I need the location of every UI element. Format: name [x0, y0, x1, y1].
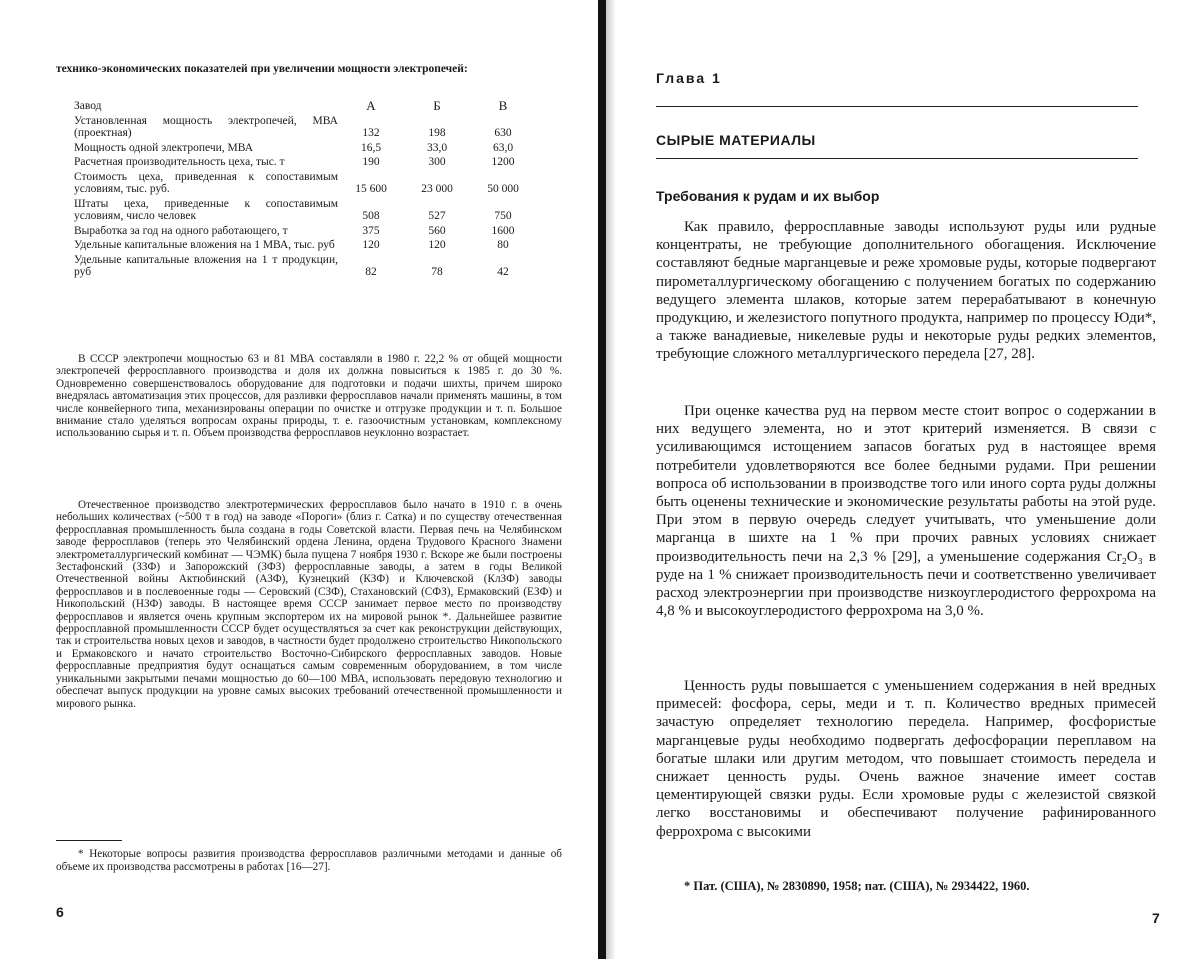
table-row-label: Удельные капитальные вложения на 1 МВА, тыс. руб: [74, 239, 335, 251]
table-row: [74, 142, 554, 155]
table-cell: 630: [494, 127, 512, 139]
plant-indicators-table: [74, 100, 554, 281]
table-row: [74, 239, 554, 252]
table-row: [74, 115, 554, 140]
table-cell: 15 600: [355, 183, 387, 195]
paragraph-text: В СССР электропечи мощностью 63 и 81 МВА составляли в 1980 г. 22,2 % от общей мощности электропечей ферросплавного производства и доля их должна повыситься к 1985 г. до 30 %. Одновременно совершенствовалось оборудование для подготовки и подачи шихты, причем широко внедрялась автоматизация этих процессов, для разливки ферросплавов начали применять машины, в том числе конвейерного типа, механизированы операции по очистке и отгрузке продукции и т. п. Большое внимание стало уделяться вопросам охраны природы, т. е. газоочистным установкам, комплексному использованию сырья и т. п. Объем производства ферросплавов неуклонно возрастает.: [56, 353, 562, 440]
table-header-cell: А: [366, 98, 376, 113]
header-divider: [656, 158, 1138, 159]
table-header-cell: Б: [433, 98, 441, 113]
table-cell: 560: [428, 224, 446, 237]
table-row: [74, 225, 554, 238]
table-cell: 120: [428, 239, 446, 251]
paragraph-text: Ценность руды повышается с уменьшением содержания в ней вредных примесей: фосфора, серы, меди и т. п. Количество вредных примесей зачастую определяет технологию передела. Например, фосфористые марганцевые руды необходимо подвергать дефосфорации переплавом на богатые шлаки или другим методом, что повышает стоимость передела и снижает ценность руды. Очень важное значение имеет состав цементирующей связки руды. Если хромовые руды с железистой связкой легко восстановимы и обеспечивают получение рафинированного феррохрома с высокими: [656, 678, 1156, 840]
table-cell: 508: [362, 210, 380, 222]
table-cell: 750: [494, 210, 512, 222]
table-row-label: Выработка за год на одного работающего, т: [74, 224, 288, 237]
footnote: [56, 848, 562, 873]
table-cell: 120: [362, 239, 380, 251]
page-number: 6: [56, 904, 64, 920]
table-cell: 33,0: [426, 141, 448, 154]
chapter-title: Глава 1: [656, 70, 722, 86]
section-title: СЫРЫЕ МАТЕРИАЛЫ: [656, 132, 816, 148]
table-cell: 527: [428, 210, 446, 222]
table-cell: 80: [497, 239, 509, 251]
table-row-label: Удельные капитальные вложения на 1 т продукции, руб: [74, 253, 338, 278]
table-intro: технико-экономических показателей при увеличении мощности электропечей:: [56, 63, 468, 75]
table-header-row: [74, 100, 554, 113]
table-cell: 23 000: [421, 183, 453, 195]
page-number: 7: [1152, 910, 1160, 926]
table-row: [74, 171, 554, 196]
table-cell: 42: [497, 266, 509, 278]
table-cell: 1200: [491, 156, 515, 168]
paragraph: [656, 402, 1156, 620]
table-cell: 82: [365, 266, 377, 278]
right-page: [604, 0, 1200, 959]
paragraph-text: При оценке качества руд на первом месте стоит вопрос о содержании в них ведущего элемента, но и этот критерий изменяется. В связи с усиливающимся истощением запасов богатых руд в настоящее время потребители удовлетворяются все более бедными рудами. При решении вопроса об использовании в производстве того или иного сорта руды должны быть оценены технические и экономические результаты работы на этой руде. При этом в первую очередь следует учитывать, что уменьшение доли марганца в шихте на 1 % при прочих равных условиях снижает производительность печи на 2,3 % [29], а уменьшение содержания Cr₂O₃ в руде на 1 % снижает производительность печи и соответственно увеличивает расход электроэнергии при производстве низкоуглеродистого феррохрома на 4,8 % и высокоуглеродистого феррохрома на 3,0 %.: [656, 403, 1156, 620]
table-cell: 16,5: [360, 141, 382, 154]
table-row: [74, 198, 554, 223]
table-row-label: Стоимость цеха, приведенная к сопоставимым условиям, тыс. руб.: [74, 170, 338, 195]
paragraph: [56, 499, 562, 710]
table-cell: 63,0: [492, 141, 514, 154]
footnote-text: * Некоторые вопросы развития производства ферросплавов различными методами и данные об объеме их производства рассмотрены в работах [16—27].: [56, 848, 562, 873]
table-header-cell: В: [498, 98, 508, 113]
paragraph-text: Отечественное производство электротермических ферросплавов было начато в 1910 г. в очень небольших количествах (~500 т в год) на заводе «Пороги» (близ г. Сатка) и по существу отечественная ферросплавная промышленность была создана в годы Советской власти. Первая печь на Челябинском заводе ферросплавов (теперь это Челябинский ордена Ленина, ордена Трудового Красного Знамени электрометаллургический комбинат — ЧЭМК) была пущена 7 ноября 1930 г. Вскоре же были построены Зестафонский (ЗЗФ) и Запорожский (ЗФЗ) ферросплавные заводы, а затем в годы Великой Отечественной войны Актюбинский (АЗФ), Кузнецкий (КЗФ) и Ключевской (КлЗФ) заводы ферросплавов и в послевоенные годы — Серовский (СЗФ), Стахановский (СФЗ), Ермаковский (ЕЗФ) и Никопольский (НЗФ) заводы. В настоящее время СССР занимает первое место по производству ферросплавов и является очень крупным экспортером их на мировой рынок *. Дальнейшее развитие ферросплавной промышленности СССР будет осуществляться за счет как реконструкции действующих, так и строительства новых цехов и заводов, в частности будет продолжено строительство Никопольского и Ермаковского и начато строительство Восточно-Сибирского ферросплавных заводов. Новые ферросплавные предприятия будут оснащаться самым современным оборудованием, в том числе уникальными закрытыми печами мощностью до 60—100 МВА, использовать передовую технологию и обеспечат выпуск продукции на уровне самых высоких требований отечественной промышленности и мирового рынка.: [56, 499, 562, 710]
table-cell: 190: [362, 156, 380, 168]
table-header-label: Завод: [74, 100, 102, 112]
footnote-divider: [56, 840, 122, 841]
header-divider: [656, 106, 1138, 107]
paragraph: [656, 677, 1156, 841]
table-cell: 78: [431, 266, 443, 278]
footnote: * Пат. (США), № 2830890, 1958; пат. (США), № 2934422, 1960.: [684, 879, 1030, 893]
table-row-label: Расчетная производительность цеха, тыс. т: [74, 156, 285, 168]
table-cell: 375: [362, 224, 380, 237]
table-cell: 198: [428, 127, 446, 139]
table-row-label: Мощность одной электропечи, МВА: [74, 141, 253, 154]
table-row-label: Установленная мощность электропечей, МВА (проектная): [74, 114, 338, 139]
table-row: [74, 254, 554, 279]
subsection-title: Требования к рудам и их выбор: [656, 188, 880, 204]
table-cell: 1600: [491, 224, 515, 237]
paragraph: [56, 353, 562, 440]
paragraph-text: Как правило, ферросплавные заводы используют руды или рудные концентраты, не требующие дополнительного обогащения. Исключение составляют бедные марганцевые и реже хромовые руды, которые подвергают пирометаллургическому обогащению с получением богатых по содержанию ведущего элемента шлаков, которые затем перерабатывают в конечную продукцию, и железистого попутного продукта, например по процессу Юди*, а также ванадиевые, никелевые руды и некоторые руды редких элементов, требующие сложного металлургического передела [27, 28].: [656, 219, 1156, 363]
table-cell: 50 000: [487, 183, 519, 195]
table-cell: 132: [362, 127, 380, 139]
table-cell: 300: [428, 156, 446, 168]
table-row-label: Штаты цеха, приведенные к сопоставимым условиям, число человек: [74, 197, 338, 222]
table-row: [74, 156, 554, 169]
paragraph: [656, 218, 1156, 364]
